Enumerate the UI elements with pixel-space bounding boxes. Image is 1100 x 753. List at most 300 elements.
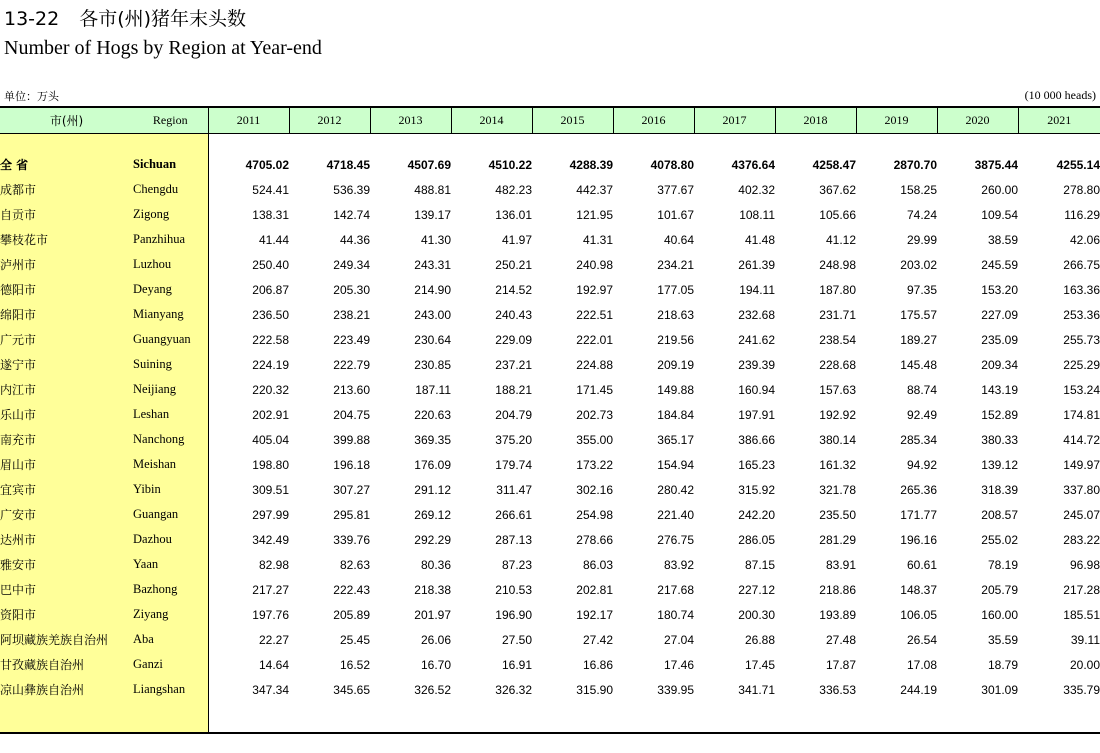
value-cell: 192.92 xyxy=(819,407,856,422)
value-cell: 18.79 xyxy=(987,657,1018,672)
value-cell: 138.31 xyxy=(252,207,289,222)
value-cell: 160.94 xyxy=(738,382,775,397)
value-cell: 266.75 xyxy=(1063,257,1100,272)
empty-cell xyxy=(1018,134,1100,153)
value-cell: 29.99 xyxy=(906,232,937,247)
value-cell: 158.25 xyxy=(900,182,937,197)
region-name-chinese: 巴中市 xyxy=(0,577,133,602)
value-cell: 238.54 xyxy=(819,332,856,347)
value-cell: 17.45 xyxy=(744,657,775,672)
header-year: 2013 xyxy=(370,107,451,134)
value-cell: 4507.69 xyxy=(407,157,451,172)
value-cell: 224.19 xyxy=(252,357,289,372)
value-cell: 253.36 xyxy=(1063,307,1100,322)
value-cell: 227.09 xyxy=(981,307,1018,322)
value-cell: 240.98 xyxy=(576,257,613,272)
value-cell: 232.68 xyxy=(738,307,775,322)
region-name-english: Deyang xyxy=(133,277,208,302)
value-cell: 87.23 xyxy=(501,557,532,572)
header-year: 2012 xyxy=(289,107,370,134)
value-cell: 94.92 xyxy=(906,457,937,472)
value-cell: 285.34 xyxy=(900,432,937,447)
value-cell: 242.20 xyxy=(738,507,775,522)
value-cell: 220.63 xyxy=(414,407,451,422)
value-cell: 224.88 xyxy=(576,357,613,372)
value-cell: 315.92 xyxy=(738,482,775,497)
table-row xyxy=(0,352,1100,377)
value-cell: 369.35 xyxy=(414,432,451,447)
region-name-english: Sichuan xyxy=(133,152,208,177)
value-cell: 4078.80 xyxy=(650,157,694,172)
value-cell: 80.36 xyxy=(420,557,451,572)
value-cell: 192.17 xyxy=(576,607,613,622)
value-cell: 27.48 xyxy=(825,632,856,647)
value-cell: 536.39 xyxy=(333,182,370,197)
value-cell: 236.50 xyxy=(252,307,289,322)
value-cell: 377.67 xyxy=(657,182,694,197)
region-name-english: Liangshan xyxy=(133,677,208,702)
value-cell: 3875.44 xyxy=(974,157,1018,172)
table-row xyxy=(0,677,1100,702)
value-cell: 326.52 xyxy=(414,682,451,697)
value-cell: 239.39 xyxy=(738,357,775,372)
value-cell: 105.66 xyxy=(819,207,856,222)
value-cell: 205.89 xyxy=(333,607,370,622)
value-cell: 482.23 xyxy=(495,182,532,197)
value-cell: 202.91 xyxy=(252,407,289,422)
region-name-chinese: 阿坝藏族羌族自治州 xyxy=(0,627,133,652)
table-row xyxy=(0,502,1100,527)
value-cell: 205.79 xyxy=(981,582,1018,597)
value-cell: 209.34 xyxy=(981,357,1018,372)
value-cell: 187.80 xyxy=(819,282,856,297)
table-number: 13-22 xyxy=(4,8,60,30)
region-name-english: Bazhong xyxy=(133,577,208,602)
value-cell: 235.50 xyxy=(819,507,856,522)
value-cell: 221.40 xyxy=(657,507,694,522)
value-cell: 202.73 xyxy=(576,407,613,422)
value-cell: 4376.64 xyxy=(731,157,775,172)
region-name-english: Panzhihua xyxy=(133,227,208,252)
value-cell: 176.09 xyxy=(414,457,451,472)
value-cell: 4718.45 xyxy=(326,157,370,172)
value-cell: 311.47 xyxy=(496,482,532,497)
value-cell: 241.62 xyxy=(738,332,775,347)
value-cell: 341.71 xyxy=(738,682,775,697)
table-body xyxy=(0,134,1100,734)
value-cell: 26.88 xyxy=(744,632,775,647)
value-cell: 295.81 xyxy=(333,507,370,522)
value-cell: 228.68 xyxy=(819,357,856,372)
table-row xyxy=(0,427,1100,452)
value-cell: 335.79 xyxy=(1063,682,1100,697)
value-cell: 339.95 xyxy=(657,682,694,697)
value-cell: 97.35 xyxy=(906,282,937,297)
value-cell: 14.64 xyxy=(258,657,289,672)
value-cell: 218.86 xyxy=(819,582,856,597)
region-name-english: Luzhou xyxy=(133,252,208,277)
value-cell: 339.76 xyxy=(333,532,370,547)
table-row xyxy=(0,252,1100,277)
region-name-english: Suining xyxy=(133,352,208,377)
value-cell: 41.48 xyxy=(744,232,775,247)
header-year: 2014 xyxy=(451,107,532,134)
value-cell: 399.88 xyxy=(333,432,370,447)
page-title-english: Number of Hogs by Region at Year-end xyxy=(4,37,322,59)
empty-cell xyxy=(0,134,133,153)
header-year: 2020 xyxy=(937,107,1018,134)
table-row xyxy=(0,477,1100,502)
value-cell: 2870.70 xyxy=(893,157,937,172)
header-year: 2011 xyxy=(208,107,289,134)
table-row xyxy=(0,227,1100,252)
value-cell: 250.40 xyxy=(252,257,289,272)
value-cell: 83.92 xyxy=(663,557,694,572)
value-cell: 4510.22 xyxy=(488,157,532,172)
value-cell: 337.80 xyxy=(1063,482,1100,497)
value-cell: 22.27 xyxy=(258,632,289,647)
region-name-english: Guangan xyxy=(133,502,208,527)
value-cell: 222.43 xyxy=(333,582,370,597)
value-cell: 414.72 xyxy=(1063,432,1100,447)
empty-cell xyxy=(289,702,370,733)
table-row xyxy=(0,277,1100,302)
value-cell: 145.48 xyxy=(900,357,937,372)
region-name-chinese: 南充市 xyxy=(0,427,133,452)
unit-label-english: (10 000 heads) xyxy=(1024,88,1096,102)
region-name-chinese: 全 省 xyxy=(0,152,133,177)
value-cell: 386.66 xyxy=(738,432,775,447)
title-chinese-text: 各市(州)猪年末头数 xyxy=(79,8,247,30)
header-year: 2015 xyxy=(532,107,613,134)
page-title-chinese xyxy=(4,4,246,31)
value-cell: 255.73 xyxy=(1063,332,1100,347)
value-cell: 27.04 xyxy=(663,632,694,647)
value-cell: 225.29 xyxy=(1063,357,1100,372)
value-cell: 180.74 xyxy=(657,607,694,622)
empty-cell xyxy=(289,134,370,153)
table-row xyxy=(0,452,1100,477)
value-cell: 192.97 xyxy=(576,282,613,297)
value-cell: 321.78 xyxy=(819,482,856,497)
value-cell: 245.59 xyxy=(981,257,1018,272)
value-cell: 165.23 xyxy=(738,457,775,472)
header-year: 2016 xyxy=(613,107,694,134)
empty-cell xyxy=(775,134,856,153)
total-row xyxy=(0,152,1100,177)
value-cell: 266.61 xyxy=(495,507,532,522)
value-cell: 16.91 xyxy=(501,657,532,672)
region-name-chinese: 绵阳市 xyxy=(0,302,133,327)
value-cell: 16.52 xyxy=(339,657,370,672)
region-name-english: Neijiang xyxy=(133,377,208,402)
value-cell: 149.88 xyxy=(657,382,694,397)
value-cell: 222.58 xyxy=(252,332,289,347)
region-name-english: Meishan xyxy=(133,452,208,477)
value-cell: 367.62 xyxy=(819,182,856,197)
empty-cell xyxy=(856,134,937,153)
region-name-chinese: 遂宁市 xyxy=(0,352,133,377)
value-cell: 218.63 xyxy=(657,307,694,322)
value-cell: 197.76 xyxy=(252,607,289,622)
value-cell: 254.98 xyxy=(576,507,613,522)
region-name-chinese: 乐山市 xyxy=(0,402,133,427)
region-name-chinese: 雅安市 xyxy=(0,552,133,577)
empty-cell xyxy=(613,134,694,153)
value-cell: 35.59 xyxy=(987,632,1018,647)
value-cell: 177.05 xyxy=(657,282,694,297)
table-row xyxy=(0,577,1100,602)
value-cell: 402.32 xyxy=(738,182,775,197)
region-name-chinese: 泸州市 xyxy=(0,252,133,277)
region-name-chinese: 广安市 xyxy=(0,502,133,527)
value-cell: 39.11 xyxy=(1070,632,1100,647)
value-cell: 405.04 xyxy=(252,432,289,447)
value-cell: 197.91 xyxy=(738,407,775,422)
value-cell: 188.21 xyxy=(495,382,532,397)
value-cell: 175.57 xyxy=(900,307,937,322)
value-cell: 41.30 xyxy=(420,232,451,247)
value-cell: 209.19 xyxy=(657,357,694,372)
value-cell: 60.61 xyxy=(906,557,937,572)
value-cell: 40.64 xyxy=(663,232,694,247)
value-cell: 82.63 xyxy=(339,557,370,572)
value-cell: 179.74 xyxy=(495,457,532,472)
value-cell: 278.66 xyxy=(576,532,613,547)
value-cell: 86.03 xyxy=(582,557,613,572)
value-cell: 442.37 xyxy=(576,182,613,197)
value-cell: 153.20 xyxy=(981,282,1018,297)
value-cell: 283.22 xyxy=(1063,532,1100,547)
value-cell: 205.30 xyxy=(333,282,370,297)
value-cell: 200.30 xyxy=(738,607,775,622)
value-cell: 204.75 xyxy=(333,407,370,422)
value-cell: 163.36 xyxy=(1063,282,1100,297)
value-cell: 222.79 xyxy=(333,357,370,372)
value-cell: 336.53 xyxy=(819,682,856,697)
value-cell: 41.12 xyxy=(825,232,856,247)
empty-cell xyxy=(775,702,856,733)
region-name-chinese: 达州市 xyxy=(0,527,133,552)
value-cell: 301.09 xyxy=(981,682,1018,697)
value-cell: 217.28 xyxy=(1063,582,1100,597)
value-cell: 17.87 xyxy=(825,657,856,672)
region-name-english: Aba xyxy=(133,627,208,652)
value-cell: 82.98 xyxy=(258,557,289,572)
value-cell: 244.19 xyxy=(900,682,937,697)
value-cell: 16.86 xyxy=(582,657,613,672)
region-name-english: Yibin xyxy=(133,477,208,502)
value-cell: 139.17 xyxy=(414,207,451,222)
hog-table xyxy=(0,106,1100,734)
empty-cell xyxy=(694,702,775,733)
empty-cell xyxy=(133,702,208,733)
value-cell: 217.68 xyxy=(657,582,694,597)
value-cell: 101.67 xyxy=(657,207,694,222)
value-cell: 202.81 xyxy=(576,582,613,597)
value-cell: 218.38 xyxy=(414,582,451,597)
region-name-chinese: 德阳市 xyxy=(0,277,133,302)
value-cell: 380.14 xyxy=(819,432,856,447)
value-cell: 214.90 xyxy=(414,282,451,297)
value-cell: 201.97 xyxy=(414,607,451,622)
value-cell: 174.81 xyxy=(1063,407,1100,422)
header-region: Region xyxy=(133,107,208,134)
value-cell: 185.51 xyxy=(1063,607,1100,622)
value-cell: 83.91 xyxy=(825,557,856,572)
value-cell: 355.00 xyxy=(576,432,613,447)
value-cell: 281.29 xyxy=(819,532,856,547)
value-cell: 189.27 xyxy=(900,332,937,347)
value-cell: 238.21 xyxy=(333,307,370,322)
value-cell: 16.70 xyxy=(420,657,451,672)
value-cell: 196.90 xyxy=(495,607,532,622)
value-cell: 4258.47 xyxy=(812,157,856,172)
value-cell: 227.12 xyxy=(738,582,775,597)
value-cell: 250.21 xyxy=(495,257,532,272)
value-cell: 217.27 xyxy=(252,582,289,597)
value-cell: 243.00 xyxy=(414,307,451,322)
header-year: 2021 xyxy=(1018,107,1100,134)
header-year: 2018 xyxy=(775,107,856,134)
value-cell: 41.44 xyxy=(258,232,289,247)
value-cell: 96.98 xyxy=(1069,557,1100,572)
value-cell: 380.33 xyxy=(981,432,1018,447)
empty-cell xyxy=(532,702,613,733)
table-row xyxy=(0,527,1100,552)
empty-cell xyxy=(856,702,937,733)
value-cell: 219.56 xyxy=(657,332,694,347)
value-cell: 315.90 xyxy=(576,682,613,697)
value-cell: 287.13 xyxy=(495,532,532,547)
value-cell: 106.05 xyxy=(900,607,937,622)
table-row xyxy=(0,402,1100,427)
value-cell: 41.97 xyxy=(501,232,532,247)
value-cell: 184.84 xyxy=(657,407,694,422)
table-row xyxy=(0,652,1100,677)
empty-cell xyxy=(694,134,775,153)
value-cell: 230.64 xyxy=(414,332,451,347)
region-name-english: Guangyuan xyxy=(133,327,208,352)
table-row xyxy=(0,627,1100,652)
value-cell: 214.52 xyxy=(495,282,532,297)
value-cell: 261.39 xyxy=(738,257,775,272)
region-name-chinese: 自贡市 xyxy=(0,202,133,227)
value-cell: 240.43 xyxy=(495,307,532,322)
unit-label-chinese: 单位：万头 xyxy=(4,90,59,103)
empty-cell xyxy=(0,702,133,733)
value-cell: 326.32 xyxy=(495,682,532,697)
table-row xyxy=(0,302,1100,327)
value-cell: 109.54 xyxy=(981,207,1018,222)
value-cell: 248.98 xyxy=(819,257,856,272)
value-cell: 269.12 xyxy=(414,507,451,522)
value-cell: 4255.14 xyxy=(1056,157,1100,172)
empty-cell xyxy=(133,134,208,153)
value-cell: 193.89 xyxy=(819,607,856,622)
value-cell: 230.85 xyxy=(414,357,451,372)
value-cell: 203.02 xyxy=(900,257,937,272)
value-cell: 157.63 xyxy=(819,382,856,397)
empty-cell xyxy=(937,134,1018,153)
value-cell: 26.54 xyxy=(906,632,937,647)
value-cell: 74.24 xyxy=(906,207,937,222)
value-cell: 171.45 xyxy=(576,382,613,397)
value-cell: 292.29 xyxy=(414,532,451,547)
region-name-english: Mianyang xyxy=(133,302,208,327)
value-cell: 88.74 xyxy=(906,382,937,397)
empty-cell xyxy=(370,134,451,153)
value-cell: 26.06 xyxy=(420,632,451,647)
table-row xyxy=(0,602,1100,627)
value-cell: 307.27 xyxy=(333,482,370,497)
value-cell: 149.97 xyxy=(1063,457,1100,472)
value-cell: 342.49 xyxy=(252,532,289,547)
value-cell: 154.94 xyxy=(657,457,694,472)
region-name-chinese: 攀枝花市 xyxy=(0,227,133,252)
empty-cell xyxy=(937,702,1018,733)
value-cell: 297.99 xyxy=(252,507,289,522)
value-cell: 280.42 xyxy=(657,482,694,497)
value-cell: 365.17 xyxy=(657,432,694,447)
value-cell: 42.06 xyxy=(1069,232,1100,247)
value-cell: 152.89 xyxy=(981,407,1018,422)
value-cell: 222.01 xyxy=(576,332,613,347)
table-row xyxy=(0,177,1100,202)
value-cell: 345.65 xyxy=(333,682,370,697)
empty-cell xyxy=(532,134,613,153)
region-name-chinese: 甘孜藏族自治州 xyxy=(0,652,133,677)
value-cell: 208.57 xyxy=(981,507,1018,522)
value-cell: 108.11 xyxy=(739,207,775,222)
empty-cell xyxy=(208,134,289,153)
header-year: 2017 xyxy=(694,107,775,134)
empty-cell xyxy=(451,134,532,153)
region-name-chinese: 宜宾市 xyxy=(0,477,133,502)
value-cell: 92.49 xyxy=(906,407,937,422)
region-name-chinese: 眉山市 xyxy=(0,452,133,477)
value-cell: 4705.02 xyxy=(245,157,289,172)
value-cell: 196.18 xyxy=(333,457,370,472)
value-cell: 265.36 xyxy=(900,482,937,497)
header-city: 市(州) xyxy=(0,107,133,134)
value-cell: 231.71 xyxy=(819,307,856,322)
value-cell: 204.79 xyxy=(495,407,532,422)
value-cell: 302.16 xyxy=(576,482,613,497)
empty-cell xyxy=(1018,702,1100,733)
value-cell: 249.34 xyxy=(333,257,370,272)
value-cell: 243.31 xyxy=(414,257,451,272)
value-cell: 41.31 xyxy=(582,232,613,247)
value-cell: 213.60 xyxy=(333,382,370,397)
empty-cell xyxy=(613,702,694,733)
value-cell: 17.08 xyxy=(906,657,937,672)
value-cell: 309.51 xyxy=(252,482,289,497)
value-cell: 161.32 xyxy=(819,457,856,472)
header-row xyxy=(0,107,1100,134)
region-name-english: Yaan xyxy=(133,552,208,577)
value-cell: 121.95 xyxy=(576,207,613,222)
empty-cell xyxy=(370,702,451,733)
value-cell: 139.12 xyxy=(981,457,1018,472)
value-cell: 488.81 xyxy=(414,182,451,197)
value-cell: 196.16 xyxy=(900,532,937,547)
value-cell: 78.19 xyxy=(987,557,1018,572)
value-cell: 375.20 xyxy=(495,432,532,447)
value-cell: 116.29 xyxy=(1064,207,1100,222)
table-header xyxy=(0,107,1100,134)
value-cell: 20.00 xyxy=(1069,657,1100,672)
